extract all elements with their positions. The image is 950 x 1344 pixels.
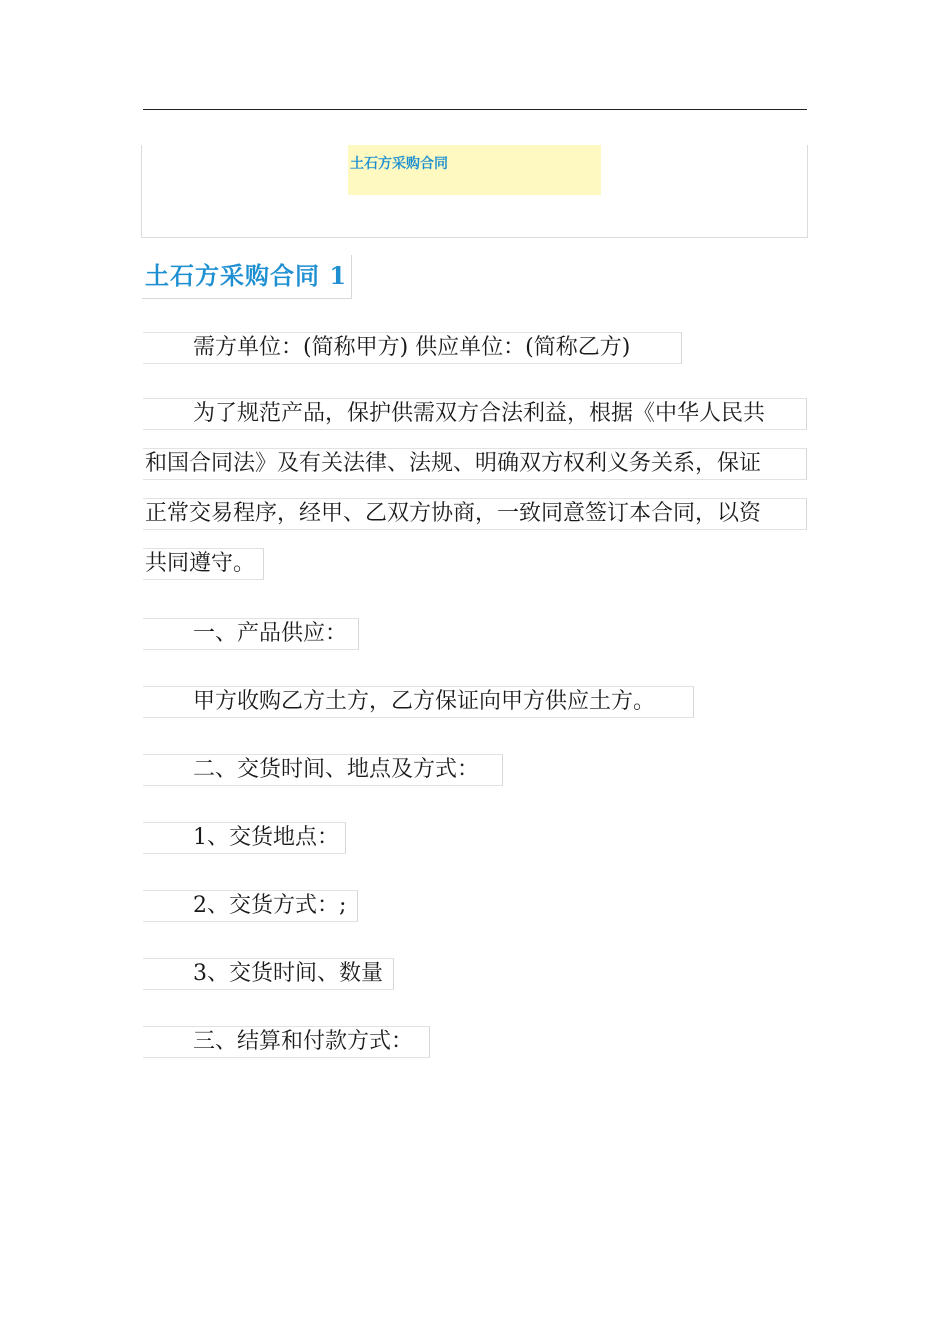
- top-rule: [143, 109, 807, 110]
- list-item: 3、交货时间、数量: [143, 958, 394, 990]
- section-heading: 一、产品供应：: [143, 618, 359, 650]
- paragraph-line: 共同遵守。: [143, 548, 264, 580]
- party-line: 需方单位：(简称甲方) 供应单位：(简称乙方): [143, 332, 682, 364]
- paragraph-line: 正常交易程序，经甲、乙双方协商，一致同意签订本合同，以资: [143, 498, 807, 530]
- paragraph-line: 为了规范产品，保护供需双方合法利益，根据《中华人民共: [143, 398, 807, 430]
- list-item: 2、交货方式：;: [143, 890, 358, 922]
- section-heading: 二、交货时间、地点及方式：: [143, 754, 503, 786]
- document-heading: 土石方采购合同 1: [142, 255, 352, 299]
- paragraph-line: 甲方收购乙方土方，乙方保证向甲方供应土方。: [143, 686, 694, 718]
- list-item: 1、交货地点：: [143, 822, 346, 854]
- paragraph-line: 和国合同法》及有关法律、法规、明确双方权利义务关系，保证: [143, 448, 807, 480]
- section-heading: 三、结算和付款方式：: [143, 1026, 430, 1058]
- header-title: 土石方采购合同: [350, 156, 448, 172]
